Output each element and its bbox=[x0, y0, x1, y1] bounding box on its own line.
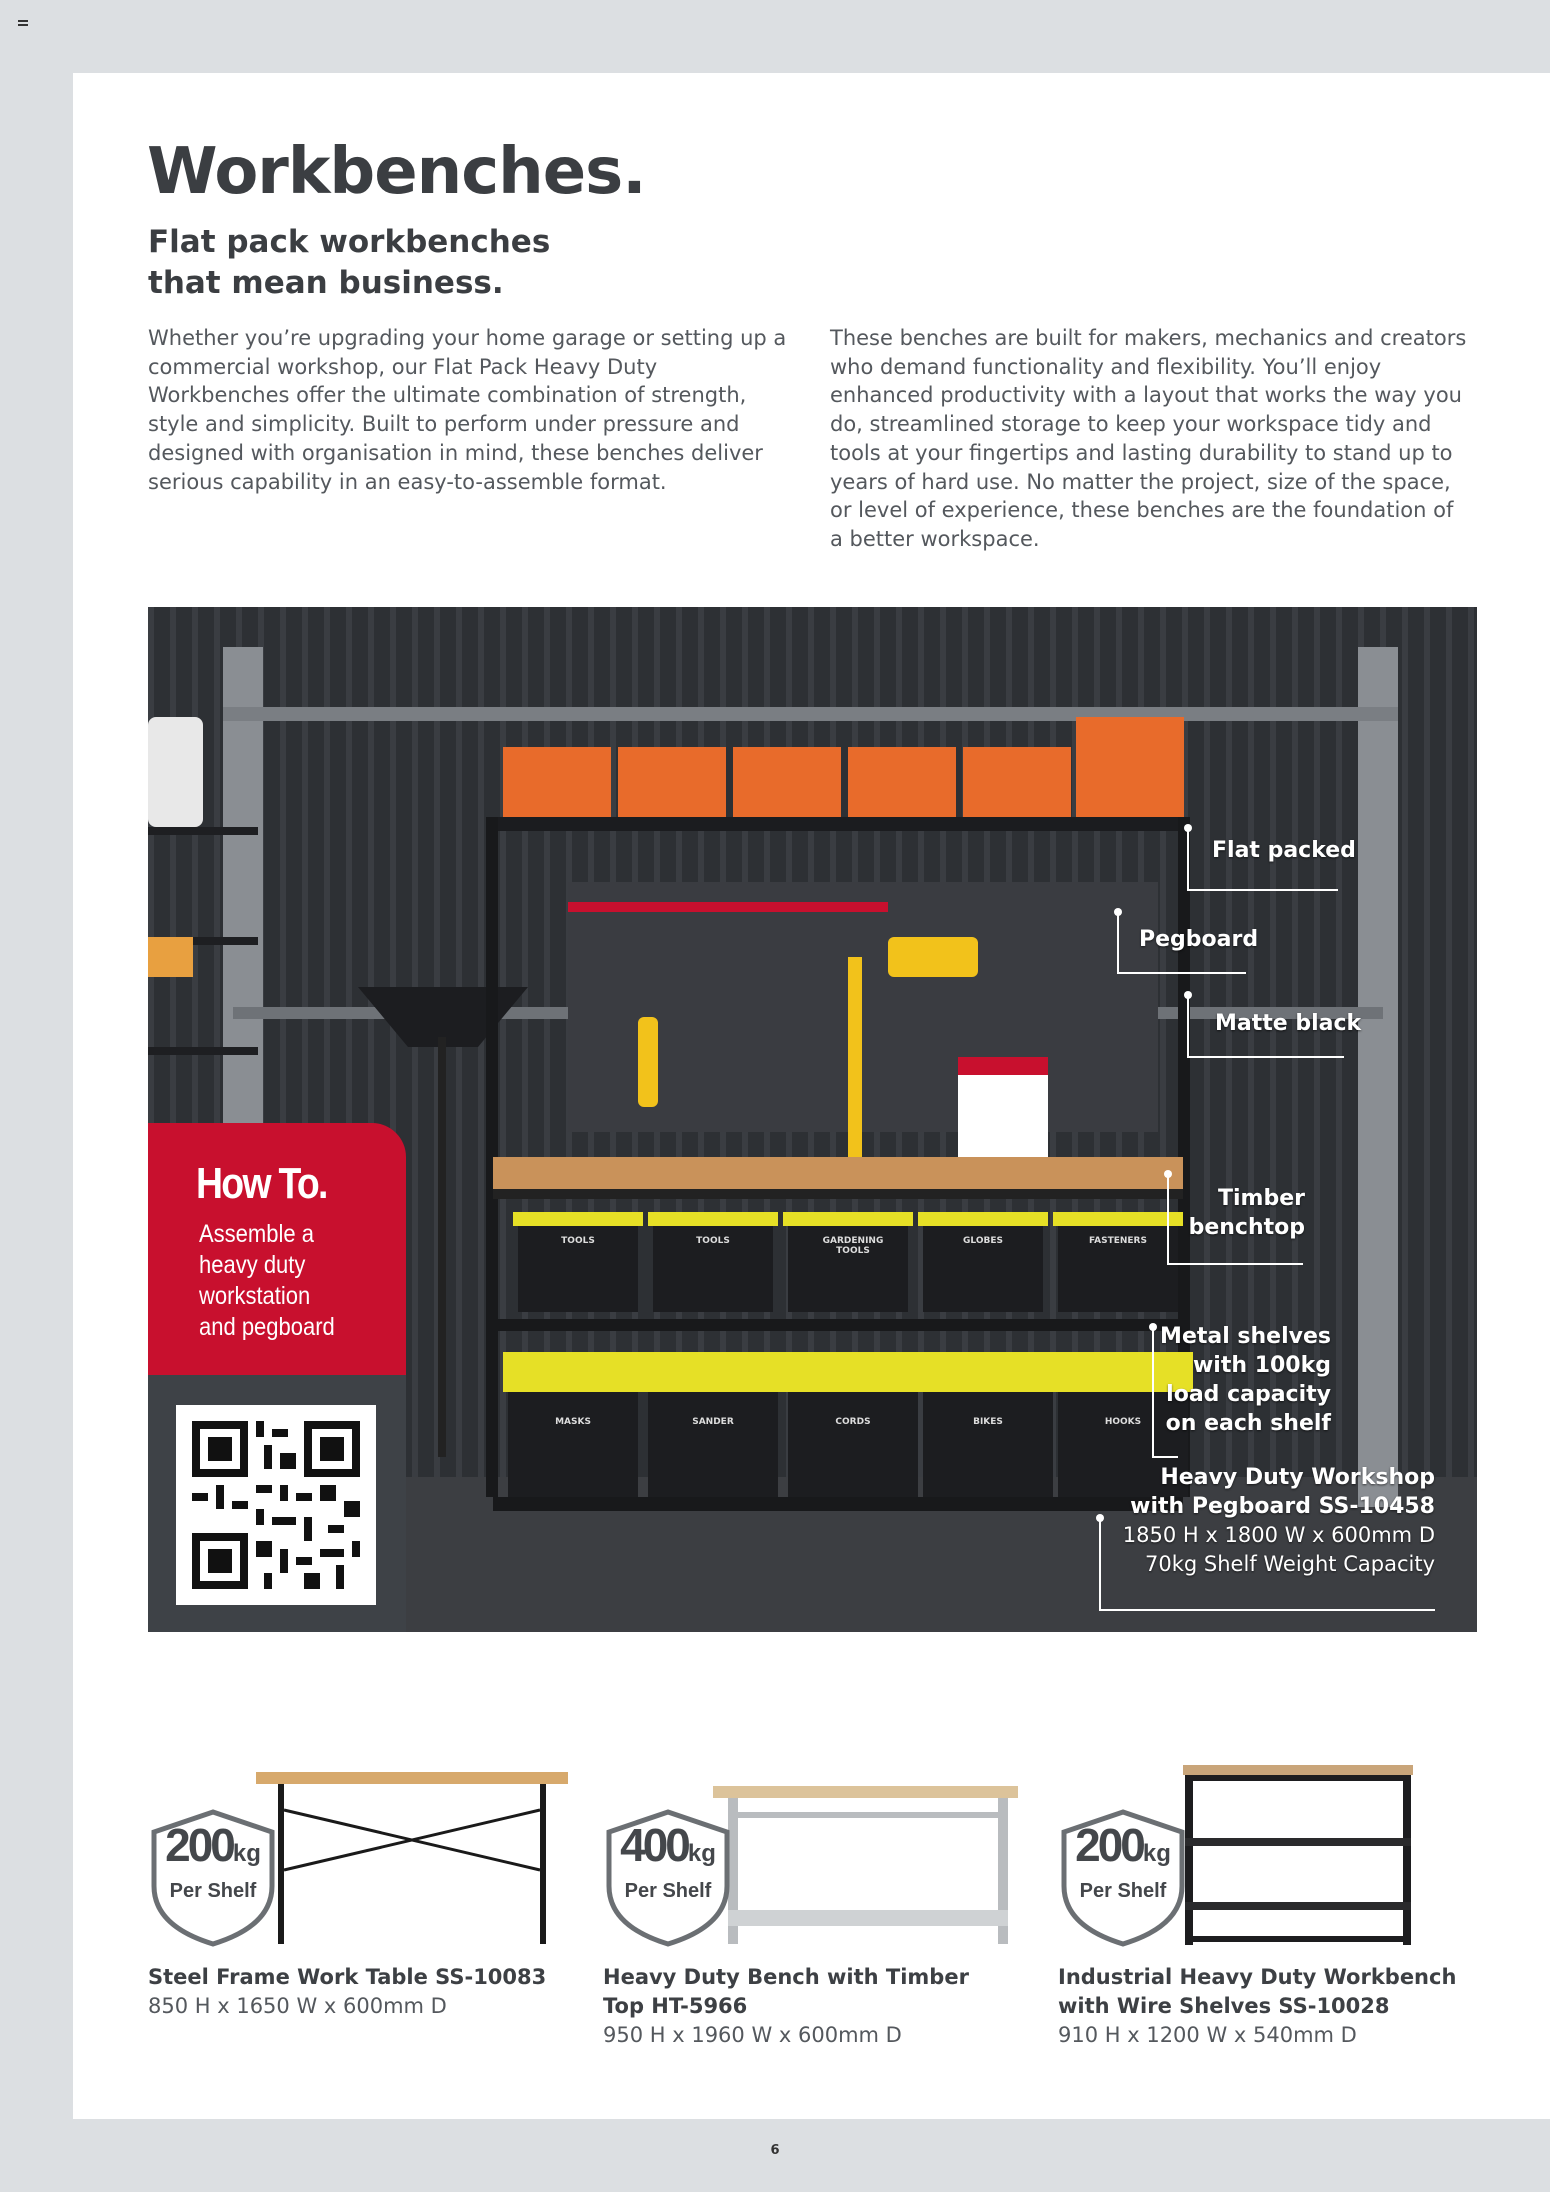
callout-line: benchtop bbox=[1188, 1215, 1305, 1240]
product-caption bbox=[148, 1963, 548, 2021]
callout-metal-shelves bbox=[1138, 1322, 1331, 1438]
callout-flat-packed: Flat packed bbox=[1212, 838, 1356, 863]
howto-line: workstation bbox=[199, 1282, 311, 1310]
bin-label: MASKS bbox=[555, 1417, 591, 1427]
product-dimensions: 850 H x 1650 W x 600mm D bbox=[148, 1994, 447, 2018]
bin-label: HOOKS bbox=[1104, 1417, 1142, 1427]
callout-product bbox=[1078, 1463, 1435, 1579]
product-name: Heavy Duty Bench with Timber Top HT-5966 bbox=[603, 1965, 969, 2018]
badge-unit: kg bbox=[687, 1840, 716, 1867]
intro-column-1: Whether you’re upgrading your home garage or setting up a commercial workshop, our Flat Pack Heavy Duty Workbenches offer the ultimate combination of strength, style and simplicity. Built to perform under pressure and designed with organisation in mind, these benches deliver serious capability in an easy-to-assemble format. bbox=[148, 326, 787, 494]
badge-capacity bbox=[1058, 1818, 1188, 1872]
menu-icon[interactable] bbox=[18, 20, 28, 28]
product-caption bbox=[1058, 1963, 1458, 2050]
product-industrial-workbench[interactable] bbox=[1058, 1760, 1478, 1950]
howto-line: and pegboard bbox=[199, 1313, 335, 1341]
callout-product-name: with Pegboard SS-10458 bbox=[1130, 1494, 1435, 1519]
badge-capacity bbox=[603, 1818, 733, 1872]
badge-value: 400 bbox=[620, 1819, 688, 1871]
product-steel-frame-table[interactable] bbox=[148, 1760, 568, 1950]
qr-code[interactable] bbox=[176, 1405, 376, 1605]
badge-per-shelf: Per Shelf bbox=[624, 1880, 712, 1902]
callout-pegboard: Pegboard bbox=[1139, 927, 1259, 952]
badge-per-shelf: Per Shelf bbox=[169, 1880, 257, 1902]
product-dimensions: 910 H x 1200 W x 540mm D bbox=[1058, 2023, 1357, 2047]
badge-value: 200 bbox=[1075, 1819, 1143, 1871]
page-number: 6 bbox=[770, 2143, 780, 2158]
callout-product-capacity: 70kg Shelf Weight Capacity bbox=[1145, 1552, 1435, 1576]
product-caption bbox=[603, 1963, 1003, 2050]
bin-label: SANDER bbox=[692, 1417, 734, 1427]
badge-capacity bbox=[148, 1818, 278, 1872]
page-subtitle: Flat pack workbenches that mean business. bbox=[148, 224, 551, 301]
howto-description bbox=[199, 1219, 410, 1343]
bin-label: TOOLS bbox=[561, 1236, 595, 1246]
hero-workshop-image bbox=[148, 607, 1477, 1632]
callout-line: load capacity bbox=[1166, 1382, 1331, 1407]
product-name: Industrial Heavy Duty Workbench with Wire Shelves SS-10028 bbox=[1058, 1965, 1457, 2018]
page-title: Workbenches. bbox=[147, 135, 646, 209]
badge-unit: kg bbox=[232, 1840, 261, 1867]
product-dimensions: 950 H x 1960 W x 600mm D bbox=[603, 2023, 902, 2047]
product-heavy-duty-bench[interactable] bbox=[603, 1760, 1023, 1950]
badge-per-shelf: Per Shelf bbox=[1079, 1880, 1167, 1902]
callout-line: on each shelf bbox=[1165, 1411, 1331, 1436]
callout-matte-black: Matte black bbox=[1215, 1011, 1362, 1036]
bin-label: GARDENING TOOLS bbox=[822, 1236, 884, 1256]
bin-label: BIKES bbox=[973, 1417, 1003, 1427]
bin-label: TOOLS bbox=[696, 1236, 730, 1246]
bin-label: GLOBES bbox=[963, 1236, 1003, 1246]
qr-panel bbox=[148, 1375, 406, 1632]
callout-line: Metal shelves bbox=[1160, 1324, 1331, 1349]
product-name: Steel Frame Work Table SS-10083 bbox=[148, 1965, 547, 1989]
howto-title: How To. bbox=[196, 1159, 327, 1208]
bin-label: FASTENERS bbox=[1089, 1236, 1147, 1246]
callout-timber-benchtop bbox=[1148, 1184, 1305, 1242]
qr-code-icon bbox=[176, 1405, 376, 1605]
howto-line: Assemble a bbox=[199, 1220, 314, 1248]
callout-line: with 100kg bbox=[1192, 1353, 1331, 1378]
callout-line: Timber bbox=[1218, 1186, 1305, 1211]
howto-line: heavy duty bbox=[199, 1251, 306, 1279]
bin-label: CORDS bbox=[835, 1417, 871, 1427]
howto-panel[interactable] bbox=[148, 1123, 406, 1375]
badge-value: 200 bbox=[165, 1819, 233, 1871]
badge-unit: kg bbox=[1142, 1840, 1171, 1867]
callout-product-dims: 1850 H x 1800 W x 600mm D bbox=[1122, 1523, 1435, 1547]
callout-product-name: Heavy Duty Workshop bbox=[1160, 1465, 1435, 1490]
intro-column-2: These benches are built for makers, mechanics and creators who demand functionality and flexibility. You’ll enjoy enhanced productivity with a layout that works the way you do, streamlined storage to keep your workspace tidy and tools at your fingertips and lasting durability to stand up to years of hard use. No matter the project, size of the space, or level of experience, these benches are the foundation of a better workspace. bbox=[830, 326, 1467, 551]
